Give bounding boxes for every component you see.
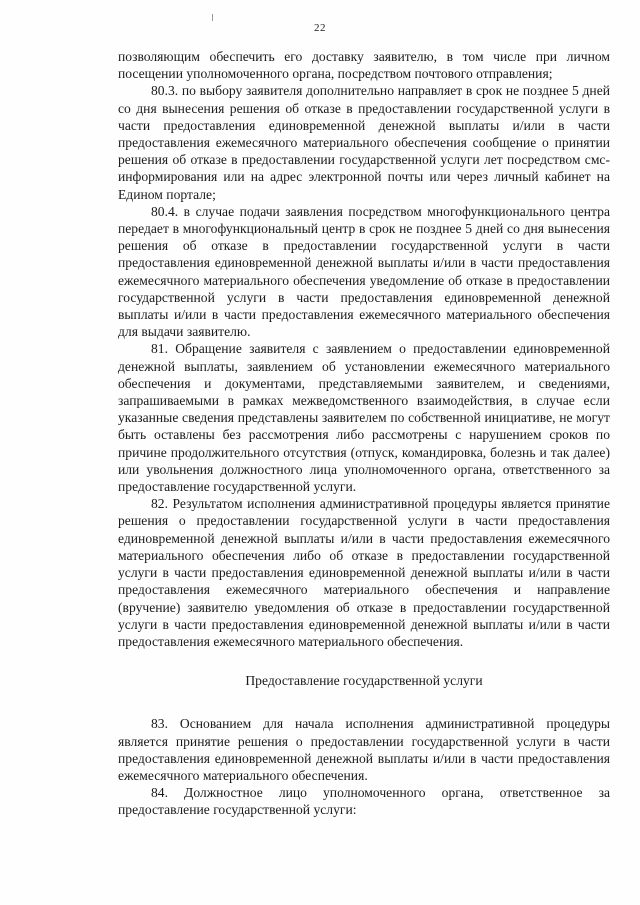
document-body xyxy=(118,48,610,819)
paragraph-continuation: позволяющим обеспечить его доставку заявителю, в том числе при личном посещении уполномоченного органа, посредством почтового отправления; xyxy=(118,49,610,82)
paragraph-80-4: 80.4. в случае подачи заявления посредством многофункционального центра передает в многофункциональный центр в срок не позднее 5 дней со дня вынесения решения об отказе в предоставлении государственной услуги в части предоставления единовременной денежной выплаты и/или в части предоставления ежемесячного материального обеспечения уведомление об отказе в предоставлении государственной услуги в части предоставления единовременной денежной выплаты и/или в части предоставления ежемесячного материального обеспечения для выдачи заявителю. xyxy=(118,203,610,340)
page-number: 22 xyxy=(314,22,326,34)
paragraph-83: 83. Основанием для начала исполнения административной процедуры является принятие решения о предоставлении государственной услуги в части предоставления единовременной денежной выплаты и/или в части предоставления ежемесячного материального обеспечения. xyxy=(118,716,610,783)
paragraph-84: 84. Должностное лицо уполномоченного органа, ответственное за предоставление государственной услуги: xyxy=(118,785,610,818)
paragraph-82: 82. Результатом исполнения административной процедуры является принятие решения о предоставлении государственной услуги в части предоставления единовременной денежной выплаты и/или в части предоставления ежемесячного материального обеспечения либо об отказе в предоставлении государственной услуги в части предоставления единовременной денежной выплаты и/или в части предоставления ежемесячного материального обеспечения и направление (вручение) заявителю уведомления об отказе в предоставлении государственной услуги в части предоставления единовременной денежной выплаты и/или в части предоставления ежемесячного материального обеспечения. xyxy=(118,496,610,649)
section-heading: Предоставление государственной услуги xyxy=(245,673,483,689)
scan-artifact-mark xyxy=(212,14,213,21)
paragraph-80-3: 80.3. по выбору заявителя дополнительно направляет в срок не позднее 5 дней со дня вынесения решения об отказе в предоставлении государственной услуги в части предоставления единовременной денежной выплаты и/или в части предоставления ежемесячного материального обеспечения сообщение о принятии решения об отказе в предоставлении государственной услуги лет посредством смс-информирования или на адрес электронной почты или через личный кабинет на Едином портале; xyxy=(118,83,610,202)
paragraph-81: 81. Обращение заявителя с заявлением о предоставлении единовременной денежной выплаты, заявлением об установлении ежемесячного материального обеспечения и документами, представляемыми заявителем, и сведениями, запрашиваемыми в рамках межведомственного взаимодействия, в случае если указанные сведения представлены заявителем по собственной инициативе, не могут быть оставлены без рассмотрения либо рассмотрены с нарушением сроков по причине продолжительного отсутствия (отпуск, командировка, болезнь и так далее) или увольнения должностного лица уполномоченного органа, ответственного за предоставление государственной услуги. xyxy=(118,341,610,495)
